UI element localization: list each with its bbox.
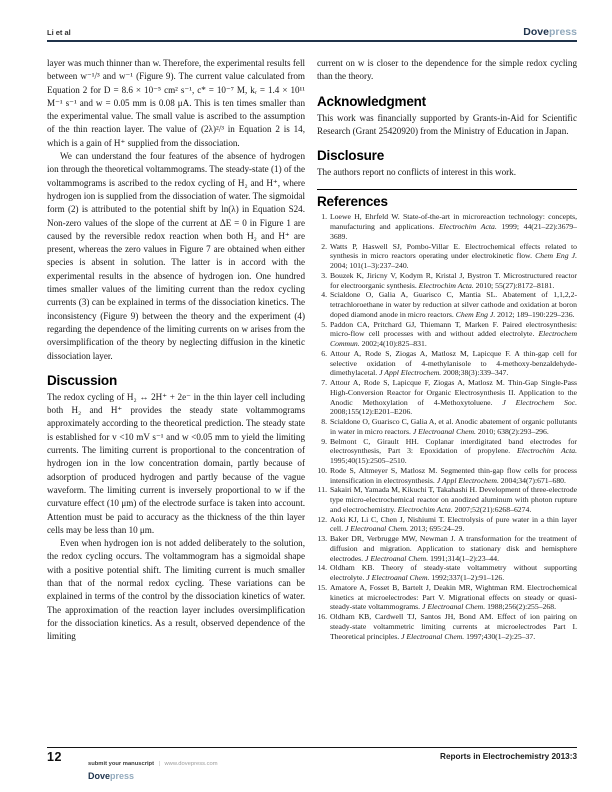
section-heading-disclosure: Disclosure — [317, 148, 385, 164]
reference-item — [317, 515, 577, 535]
reference-text: Amatore A, Fosset B, Bartelt J, Deakin MR, Wightman RM. Electrochemical kinetics at microelectrodes: Part V. Migrational effects on steady or quasi-steady-state voltammograms. J Electroanal Chem. 1988;256(2):255–268. — [330, 582, 577, 612]
dovepress-logo — [523, 27, 577, 38]
paragraph-discussion-1: The redox cycling of H₂ ↔ 2H⁺ + 2e⁻ in the thin layer cell including both H₂ and H⁺ provides the steady state voltammograms approximately according to the theoretical prediction. The steady state is established for v <10 mV s⁻¹ and w <0.05 mm to yield the limiting currents. The limiting current is proportional to the concentration of hydrogen ion in the low concentration domain, partly because of adsorption of produced hydrogen and partly because of the vague waveform. The limiting current is inversely proportional to w if the curvature effect (10 μm) of the electrode surface is taken into account. Attention must be paid to accuracy as the thickness of the thin layer cells may be less than 10 μm. — [47, 391, 305, 535]
reference-text: Sakairi M, Yamada M, Kikuchi T, Takahashi H. Development of three-electrode type micro-electrochemical reactor on anodized aluminum with photon rupture and electrochemistry. Electrochim Acta. 2007;52(21):6268–6274. — [330, 485, 577, 514]
reference-number: 1. — [321, 212, 327, 222]
section-heading-acknowledgment: Acknowledgment — [317, 93, 426, 109]
reference-journal-name: Electrochim Acta. — [397, 504, 453, 514]
reference-item — [317, 612, 577, 641]
reference-item — [317, 417, 577, 437]
reference-item — [317, 583, 577, 612]
running-head — [47, 27, 577, 42]
dovepress-logo-press: press — [548, 26, 577, 38]
reference-number: 14. — [317, 563, 327, 573]
reference-text: Baker DR, Verbrugge MW, Newman J. A transformation for the treatment of diffusion and migration. Application to stationary disk and hemisphere electrodes. J Electroanal Chem. 1991;314(1–2):23–44. — [330, 534, 577, 563]
reference-item — [317, 466, 577, 486]
reference-text: Watts P, Haswell SJ, Pombo-Villar E. Electrochemical effects related to synthesis in micro reactors operating under electrokinetic flow. Chem Eng J. 2004; 101(1–3):237–240. — [330, 241, 577, 271]
reference-number: 4. — [321, 290, 327, 300]
reference-text: Scialdone O, Guarisco C, Galia A, et al. Anodic abatement of organic pollutants in water in micro reactors. J Electroanal Chem. 2010; 638(2):293–296. — [330, 417, 577, 436]
reference-journal-name: Electrochim Acta. — [517, 446, 578, 456]
reference-item — [317, 563, 577, 583]
reference-number: 16. — [317, 612, 327, 622]
footer-rule — [47, 747, 577, 748]
reference-text: Oldham KB, Cardwell TJ, Santos JH, Bond AM. Effect of ion pairing on steady-state voltammetric limiting currents at microelectrodes Part I. Theoretical principles. J Electroanal Chem. 1997;430(1–2):25–37. — [330, 612, 577, 641]
footer-logo-press: press — [110, 771, 135, 781]
left-column — [47, 57, 305, 643]
references-divider-rule — [317, 189, 577, 190]
running-head-author: Li et al — [47, 27, 71, 37]
footer-submit-label: submit your manuscript — [88, 761, 155, 767]
reference-journal-name: J Appl Electrochem. — [379, 368, 442, 378]
reference-number: 2. — [321, 241, 327, 251]
reference-item — [317, 290, 577, 319]
footer-dovepress-logo — [88, 772, 218, 781]
reference-journal-name: J Electroanal Chem. — [366, 573, 430, 583]
paragraph-continued-from-previous-page: layer was much thinner than w. Therefore, the experimental results fell between w⁻¹/³ and w⁻¹ (Figure 9). The current value calculated from Equation 2 for D = 8.6 × 10⁻⁵ cm² s⁻¹, c* = 10⁻⁷ M, kᵣ = 1.4 × 10¹¹ M⁻¹ s⁻¹ and w = 0.05 mm is 0.08 μA. This is ten times smaller than the experimental value. The small value is ascribed to the assumption of the thin reaction layer. The value of (2λ)²/³ in Equation 2 is 14, which is a gain of H⁺ supplied from the dissociation. — [47, 58, 305, 148]
reference-text: Loewe H, Ehrfeld W. State-of-the-art in microreaction technology: concepts, manufacturing and applications. Electrochim Acta. 1999; 44(21–22):3679–3689. — [330, 212, 577, 241]
reference-number: 13. — [317, 534, 327, 544]
paragraph-discussion-2: Even when hydrogen ion is not added deliberately to the solution, the redox cycling occurs. The voltammogram has a sigmoidal shape with a positive potential shift. The limiting current is much smaller than that of the normal redox cycling. These variations can be explained in terms of the control by the dissociation kinetics of water. The approximation of the reaction layer includes oversimplification for the dissociation kinetics. As a result, observed dependence of the limiting — [47, 538, 305, 642]
reference-number: 11. — [317, 485, 327, 495]
reference-journal-name: J Electroanal Chem. — [401, 631, 465, 641]
reference-number: 9. — [321, 436, 327, 446]
right-column — [317, 57, 577, 641]
section-heading-references: References — [317, 194, 388, 210]
reference-text: Bouzek K, Jiricny V, Kodym R, Kristal J, Bystron T. Microstructured reactor for electroorganic synthesis. Electrochim Acta. 2010; 55(27):8172–8181. — [330, 270, 577, 290]
reference-journal-name: J Appl Electrochem. — [436, 475, 499, 485]
reference-text: Oldham KB. Theory of steady-state voltammetry without supporting electrolyte. J Electroanal Chem. 1992;337(1–2):91–126. — [330, 563, 577, 583]
paragraph-discussion-continued: current on w is closer to the dependence for the simple redox cycling than the theory. — [317, 58, 577, 82]
reference-item — [317, 485, 577, 514]
reference-text: Rode S, Altmeyer S, Matlosz M. Segmented thin-gap flow cells for process intensification in electrosynthesis. J Appl Electrochem. 2004;34(7):671–680. — [330, 465, 577, 485]
reference-number: 12. — [317, 514, 327, 524]
reference-item — [317, 212, 577, 241]
footer-separator: | — [158, 761, 160, 767]
reference-item — [317, 242, 577, 271]
footer-dovepress-url[interactable]: www.dovepress.com — [164, 761, 218, 767]
footer-publisher-block — [88, 752, 218, 781]
reference-journal-name: Chem Eng J. — [535, 251, 577, 261]
paragraph-disclosure: The authors report no conflicts of interest in this work. — [317, 167, 517, 178]
reference-text: Attour A, Rode S, Ziogas A, Matlosz M, Lapicque F. A thin-gap cell for selective oxidation of 4-methylanisole to 4-methoxy-benzaldehyde-dimethylacetal. J Appl Electrochem. 2008;38(3):339–347. — [330, 348, 577, 378]
reference-text: Paddon CA, Pritchard GJ, Thiemann T, Marken F. Paired electrosynthesis: micro-flow cell processes with and without added electrolyte. Electrochem Commun. 2002;4(10):825–831. — [330, 319, 577, 349]
footer-journal-citation: Reports in Electrochemistry 2013:3 — [440, 752, 577, 761]
reference-number: 8. — [321, 417, 327, 427]
footer-submit-line — [88, 752, 218, 770]
reference-journal-name: J Electroanal Chem. — [422, 602, 486, 612]
reference-item — [317, 534, 577, 563]
reference-number: 5. — [321, 319, 327, 329]
paragraph-acknowledgment: This work was financially supported by Grants-in-Aid for Scientific Research (Grant 25420920) from the Ministry of Education in Japan. — [317, 112, 577, 136]
reference-journal-name: Electrochim Acta. — [418, 280, 474, 290]
reference-journal-name: J Electroanal Chem. — [365, 553, 429, 563]
reference-text: Attour A, Rode S, Lapicque F, Ziogas A, Matlosz M. Thin-Gap Single-Pass High-Conversion Reactor for Organic Electrosynthesis II. Application to the Anodic Methoxylation of 4-Methoxytoluene. J Electrochem Soc. 2008;155(12):E201–E206. — [330, 378, 577, 417]
reference-text: Belmont C, Girault HH. Coplanar interdigitated band electrodes for electrosynthesis, Part 3: Epoxidation of propylene. Electrochim Acta. 1995;40(15):2505–2510. — [330, 436, 578, 466]
footer-page-number: 12 — [47, 750, 62, 764]
reference-number: 7. — [321, 378, 327, 388]
reference-number: 10. — [317, 465, 327, 475]
reference-item — [317, 378, 577, 417]
paragraph-four-features: We can understand the four features of the absence of hydrogen ion through the theoretical voltammograms. The steady-state (1) of the voltammograms is ascribed to the redox cycling of H₂ and H⁺, where hydrogen ion is supplied from the dissociation of water. The sigmoidal form (2) is attributed to the potential shift by ln(λ) in Equation S24. Non-zero values of the slope of the current at ΔE = 0 in Figure 1 are caused by the reversible redox reaction when both H₂ and H⁺ are present, whereas the zero values in Figure 7 are obtained when either species is absent in solution. The latter is in accord with the experimental results in the absence of hydrogen ion. One hundred times smaller values of the limiting current than the redox cycling currents (3) can be explained in terms of the dissociation kinetics. The inconsistency (Figure 9) between the theory and the experiment (4) regarding the dependence of the limiting currents on w arises from the oversimplification of the theory by neglecting diffusion in the kinetic dissociation layer. — [47, 151, 305, 361]
reference-item — [317, 320, 577, 349]
reference-text: Aoki KJ, Li C, Chen J, Nishiumi T. Electrolysis of pure water in a thin layer cell. J Electroanal Chem. 2013; 695:24–29. — [330, 514, 577, 534]
reference-item — [317, 349, 577, 378]
reference-number: 6. — [321, 348, 327, 358]
reference-journal-name: J Electroanal Chem. — [412, 426, 476, 436]
reference-number: 15. — [317, 582, 327, 592]
reference-journal-name: J Electrochem Soc. — [502, 397, 577, 407]
reference-journal-name: Electrochim Acta. — [438, 222, 497, 232]
reference-journal-name: J Electroanal Chem. — [344, 524, 409, 534]
reference-text: Scialdone O, Galia A, Guarisco C, Mantia SL. Abatement of 1,1,2,2-tetrachloroethane in water by reduction at silver cathode and oxidation at boron doped diamond anode in micro reactors. Chem Eng J. 2012; 189–190:229–236. — [330, 290, 577, 319]
reference-journal-name: Electrochem Commun. — [330, 329, 577, 349]
reference-item — [317, 271, 577, 291]
reference-item — [317, 437, 577, 466]
footer-logo-dove: Dove — [88, 771, 111, 781]
reference-number: 3. — [321, 270, 327, 280]
dovepress-logo-dove: Dove — [523, 26, 549, 38]
reference-journal-name: Chem Eng J. — [455, 309, 496, 319]
section-heading-discussion: Discussion — [47, 372, 118, 388]
references-list — [317, 212, 577, 641]
